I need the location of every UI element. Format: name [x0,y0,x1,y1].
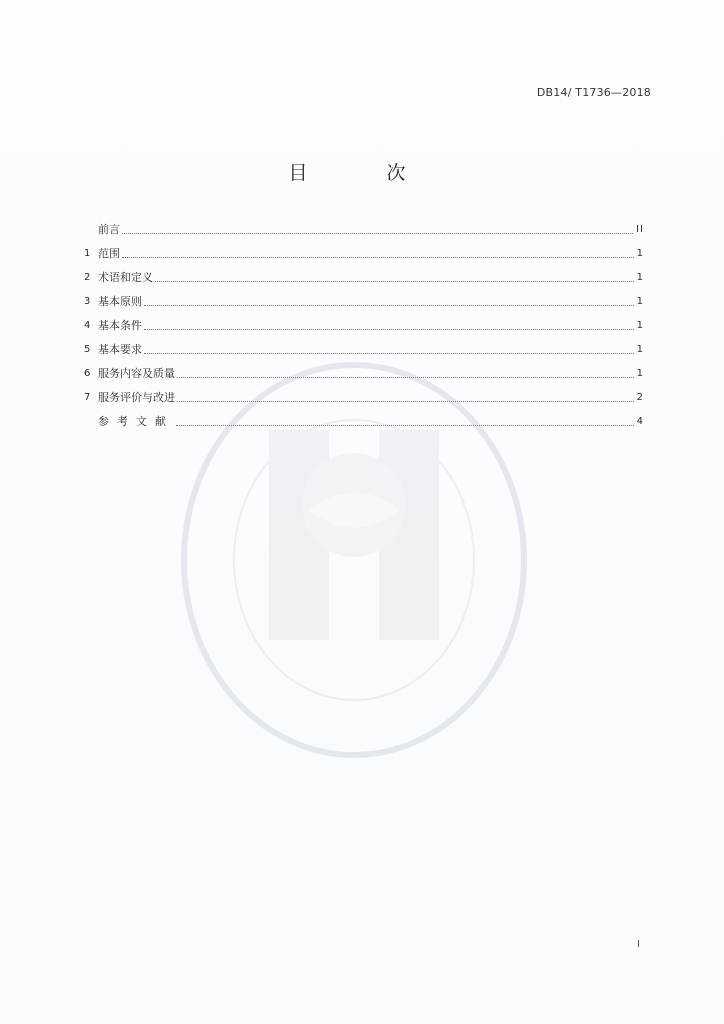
toc-entry-service-content[interactable] [84,358,644,382]
toc-leader-dots [155,281,634,282]
toc-entry-label: 基本条件 [98,319,142,332]
toc-leader-dots [144,353,634,354]
document-number: DB14/ T1736—2018 [536,86,651,99]
toc-leader-dots [144,329,634,330]
toc-entry-number: 6 [84,368,91,379]
toc-entry-page: 1 [636,296,644,307]
toc-entry-service-evaluation[interactable] [84,382,644,406]
toc-entry-label: 范围 [98,247,120,260]
toc-entry-number: 3 [84,296,91,307]
toc-entry-foreword[interactable] [84,214,644,238]
toc-entry-number: 1 [84,248,91,259]
toc-entry-number: 7 [84,392,91,403]
toc-entry-label: 前言 [98,223,120,236]
toc-entry-requirements[interactable] [84,334,644,358]
toc-entry-number: 4 [84,320,91,331]
toc-entry-label: 服务内容及质量 [98,367,175,380]
toc-entry-page: 1 [636,344,644,355]
toc-entry-page: II [636,224,644,235]
toc-title: 目 次 [288,162,436,184]
toc-entry-label: 参考文献 [98,415,174,428]
toc-entry-number: 5 [84,344,91,355]
toc-entry-page: 1 [636,368,644,379]
toc-entry-number: 2 [84,272,91,283]
toc-entry-page: 1 [636,248,644,259]
toc-leader-dots [144,305,634,306]
toc-leader-dots [177,377,634,378]
toc-entry-references[interactable] [84,406,644,430]
toc-entry-label: 术语和定义 [98,271,153,284]
toc-list [84,214,644,430]
toc-entry-scope[interactable] [84,238,644,262]
toc-leader-dots [122,257,634,258]
toc-leader-dots [122,233,633,234]
toc-entry-terms[interactable] [84,262,644,286]
toc-entry-page: 1 [636,272,644,283]
toc-entry-page: 1 [636,320,644,331]
toc-entry-label: 基本要求 [98,343,142,356]
page-number: I [637,939,640,950]
toc-entry-page: 4 [636,416,644,427]
toc-entry-conditions[interactable] [84,310,644,334]
toc-entry-page: 2 [636,392,644,403]
toc-entry-label: 服务评价与改进 [98,391,175,404]
toc-entry-label: 基本原则 [98,295,142,308]
toc-entry-principles[interactable] [84,286,644,310]
toc-leader-dots [177,401,634,402]
toc-leader-dots [176,425,634,426]
